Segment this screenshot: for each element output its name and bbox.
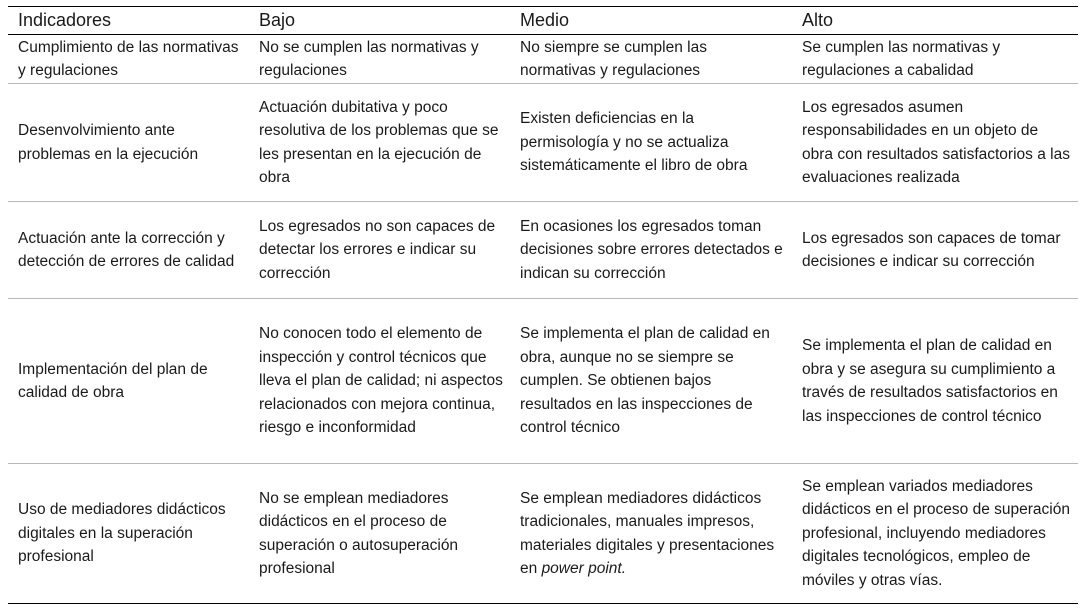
header-row [8, 7, 1078, 35]
table-row [8, 35, 1078, 84]
table-row [8, 84, 1078, 202]
cell-bajo: No se cumplen las normativas y regulaciones [259, 38, 479, 79]
cell-bajo: No conocen todo el elemento de inspección y control técnicos que lleva el plan de calidad; ni aspectos relacionados con mejora continua, riesgo e inconformidad [259, 325, 503, 437]
cell-medio: Se implementa el plan de calidad en obra, aunque no se siempre se cumplen. Se obtienen bajos resultados en las inspecciones de control técnico [520, 325, 770, 437]
cell-indicador: Cumplimiento de las normativas y regulaciones [18, 38, 239, 79]
cell-medio: Existen deficiencias en la permisología y no se actualiza sistemáticamente el libro de obra [520, 110, 748, 175]
cell-medio: No siempre se cumplen las normativas y regulaciones [520, 38, 707, 79]
cell-medio-text: Se emplean mediadores didácticos tradicionales, manuales impresos, materiales digitales y presentaciones en [520, 489, 775, 577]
cell-medio [510, 464, 792, 604]
rubric-table [8, 6, 1078, 604]
header-bajo: Bajo [259, 9, 296, 30]
cell-bajo: Actuación dubitativa y poco resolutiva de los problemas que se les presentan en la ejecución de obra [259, 98, 499, 186]
header-medio: Medio [520, 9, 570, 30]
table-row [8, 464, 1078, 604]
cell-alto: Se cumplen las normativas y regulaciones a cabalidad [802, 38, 1001, 79]
cell-indicador: Desenvolvimiento ante problemas en la ejecución [18, 122, 199, 163]
table-header [8, 7, 1078, 35]
cell-bajo: Los egresados no son capaces de detectar los errores e indicar su corrección [259, 217, 496, 282]
table-row [8, 299, 1078, 464]
cell-alto: Los egresados asumen responsabilidades en un objeto de obra con resultados satisfactorios a las evaluaciones realizada [802, 98, 1070, 186]
header-indicadores: Indicadores [18, 9, 112, 30]
cell-indicador: Actuación ante la corrección y detección de errores de calidad [18, 229, 235, 270]
cell-alto: Los egresados son capaces de tomar decisiones e indicar su corrección [802, 229, 1061, 270]
cell-alto: Se implementa el plan de calidad en obra y se asegura su cumplimiento a través de resultados satisfactorios en las inspecciones de control técnico [802, 337, 1058, 425]
cell-medio: En ocasiones los egresados toman decisiones sobre errores detectados e indican su corrección [520, 217, 783, 282]
table-body [8, 35, 1078, 604]
header-alto: Alto [802, 9, 834, 30]
cell-alto: Se emplean variados mediadores didácticos en el proceso de superación profesional, incluyendo mediadores digitales tecnológicos, empleo de móviles y otras vías. [802, 477, 1070, 589]
table-row [8, 202, 1078, 299]
cell-indicador: Uso de mediadores didácticos digitales en la superación profesional [18, 501, 226, 566]
cell-bajo: No se emplean mediadores didácticos en el proceso de superación o autosuperación profesional [259, 489, 459, 577]
cell-indicador: Implementación del plan de calidad de obra [18, 360, 208, 401]
cell-medio-italic: power point. [541, 560, 627, 577]
